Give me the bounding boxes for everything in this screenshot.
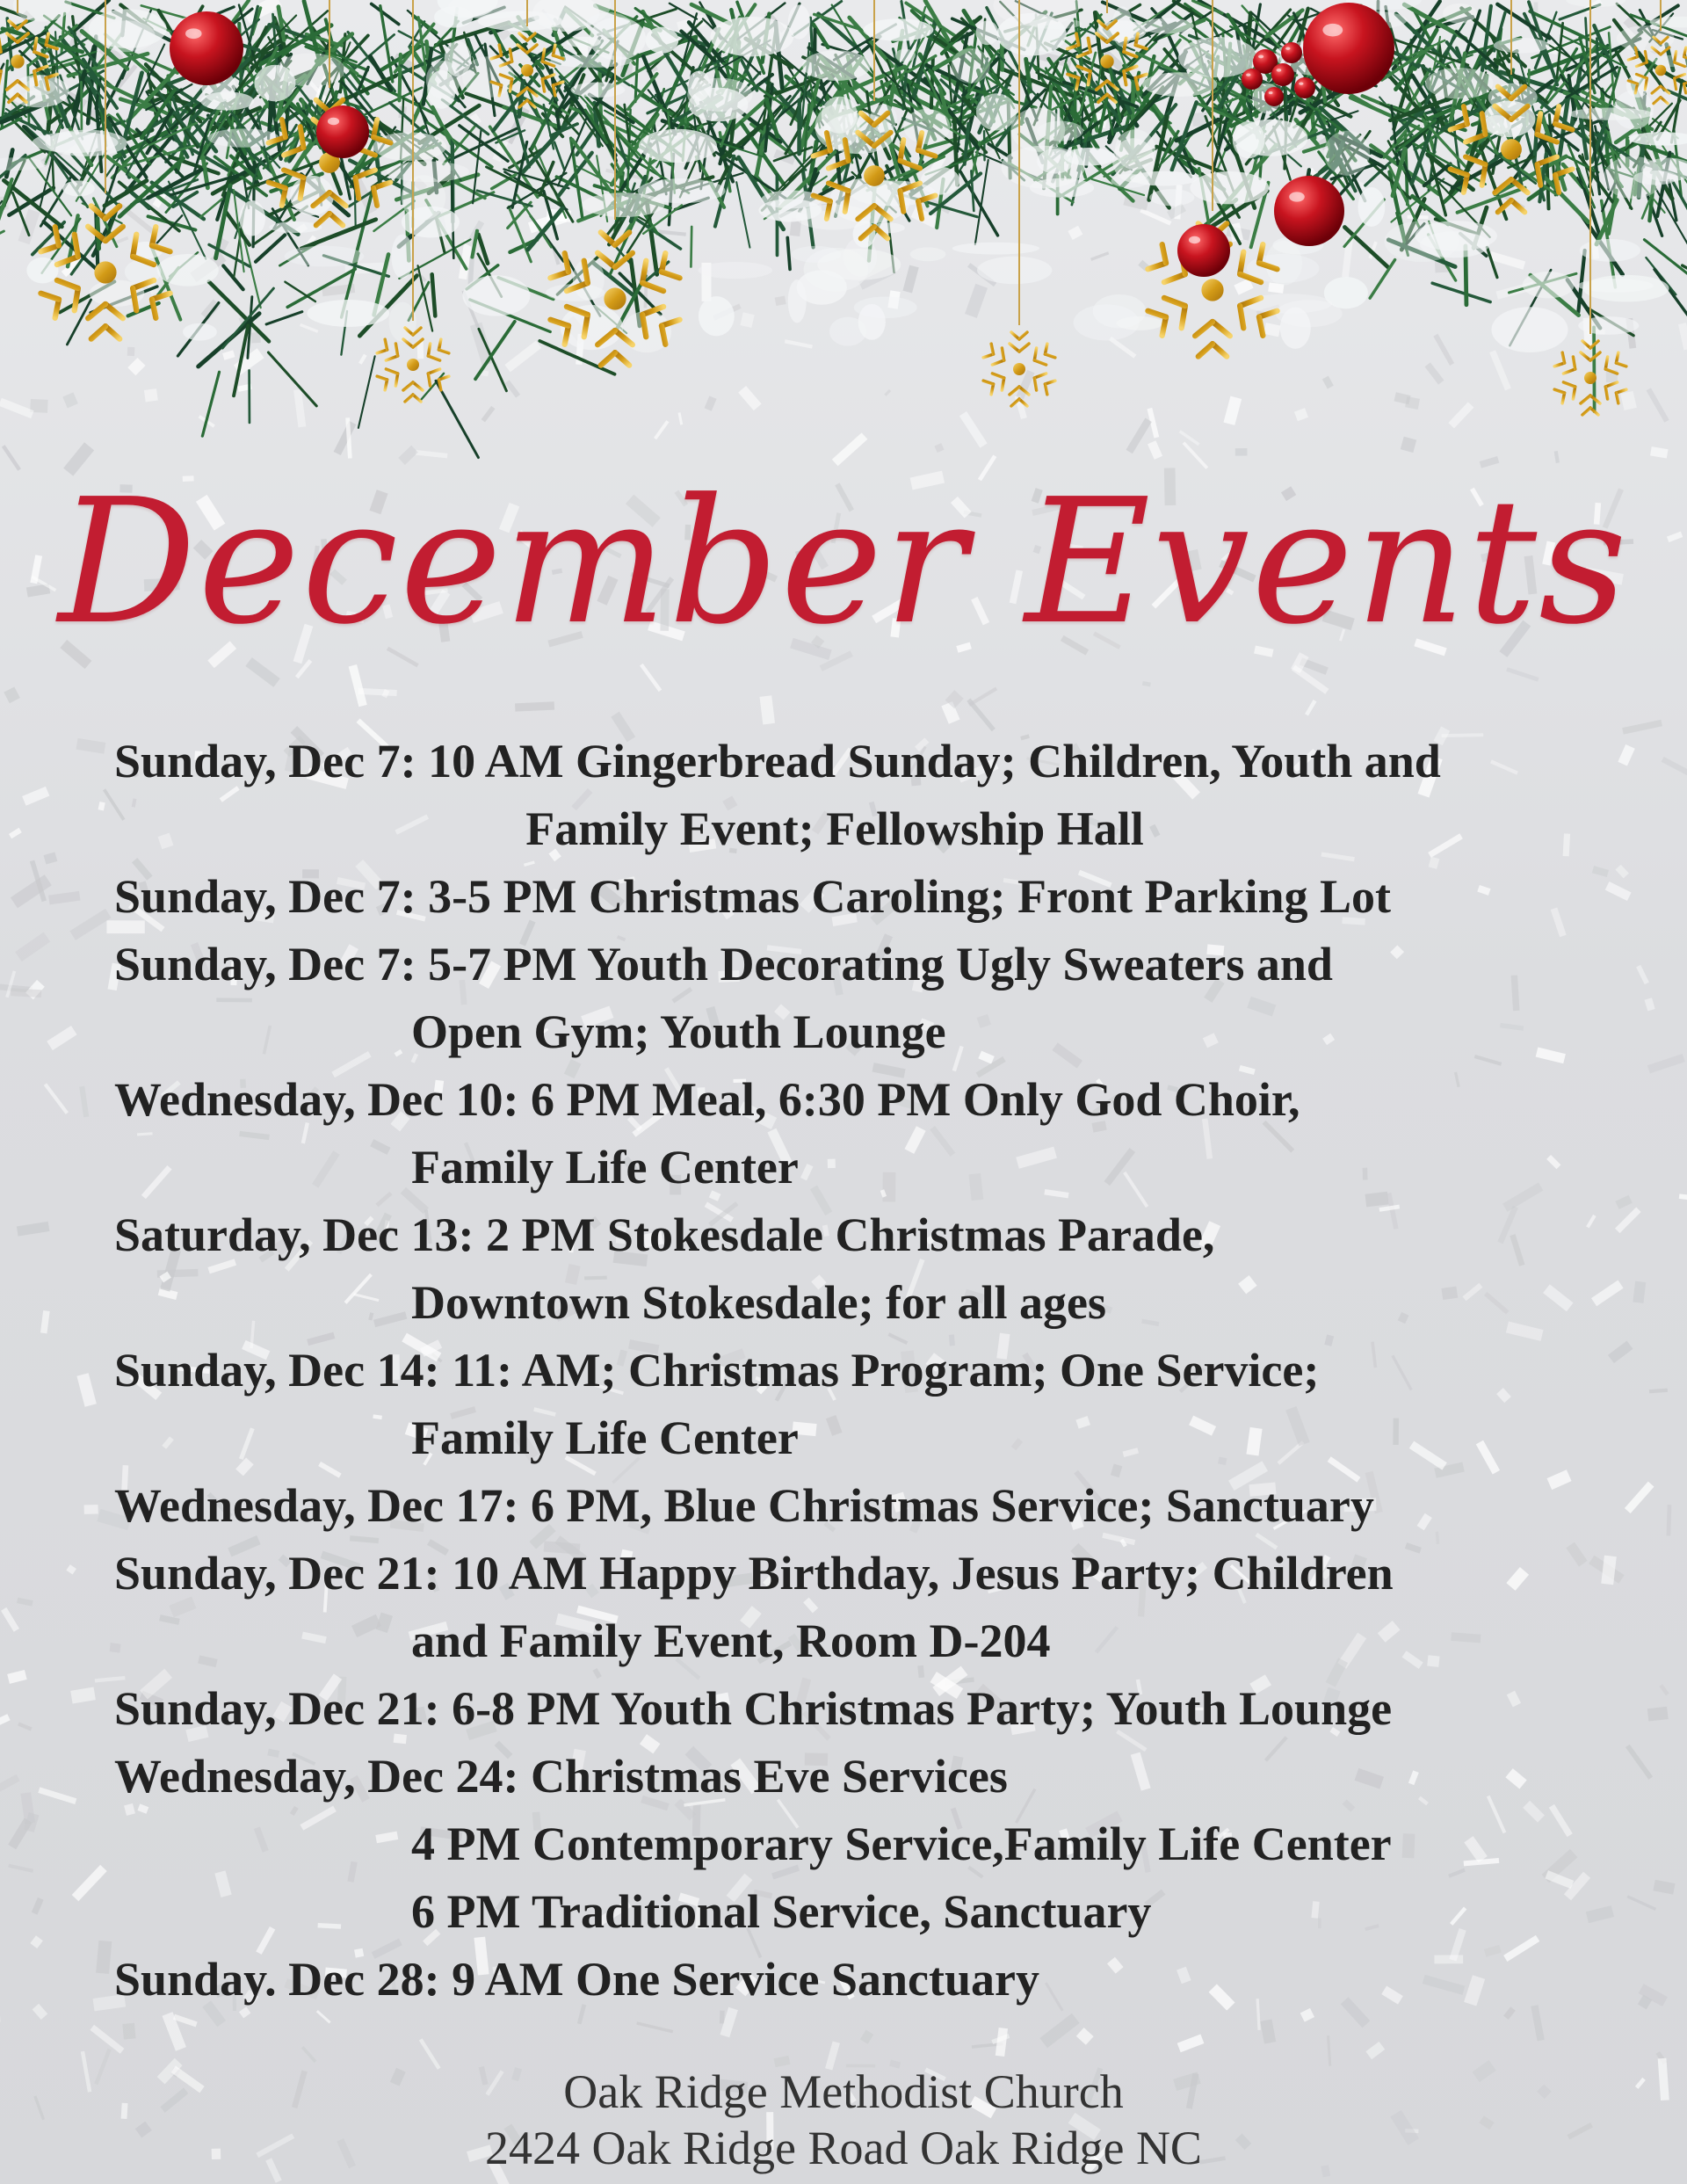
event-line: Sunday, Dec 21: 6-8 PM Youth Christmas Party; Youth Lounge	[114, 1682, 1393, 1735]
event-line: Sunday, Dec 7: 5-7 PM Youth Decorating Ugly Sweaters and	[114, 938, 1333, 990]
event-line: Sunday. Dec 28: 9 AM One Service Sanctuary	[114, 1953, 1039, 2006]
event-list	[114, 728, 1608, 2013]
event-line: Open Gym; Youth Lounge	[411, 1005, 946, 1058]
church-address: 2424 Oak Ridge Road Oak Ridge NC	[485, 2122, 1202, 2174]
footer	[0, 2064, 1687, 2176]
event-line: Sunday, Dec 21: 10 AM Happy Birthday, Jesus Party; Children	[114, 1547, 1394, 1600]
event-line: Saturday, Dec 13: 2 PM Stokesdale Christmas Parade,	[114, 1208, 1215, 1261]
event-line: Family Life Center	[411, 1141, 799, 1194]
event-line: 4 PM Contemporary Service,Family Life Center	[411, 1818, 1392, 1870]
event-line: Wednesday, Dec 24: Christmas Eve Services	[114, 1750, 1008, 1803]
pine-garland-icon	[0, 0, 1687, 492]
event-line: Sunday, Dec 7: 10 AM Gingerbread Sunday; Children, Youth and	[114, 735, 1441, 787]
event-line: 6 PM Traditional Service, Sanctuary	[411, 1885, 1152, 1938]
event-line: Family Event; Fellowship Hall	[525, 802, 1144, 855]
page-title: December Events	[58, 462, 1629, 663]
event-line: Downtown Stokesdale; for all ages	[411, 1276, 1107, 1329]
event-line: and Family Event, Room D-204	[411, 1614, 1051, 1667]
event-line: Wednesday, Dec 17: 6 PM, Blue Christmas Service; Sanctuary	[114, 1479, 1374, 1532]
church-name: Oak Ridge Methodist Church	[563, 2065, 1124, 2118]
event-line: Sunday, Dec 7: 3-5 PM Christmas Caroling; Front Parking Lot	[114, 870, 1392, 923]
event-line: Sunday, Dec 14: 11: AM; Christmas Program; One Service;	[114, 1344, 1320, 1397]
event-line: Wednesday, Dec 10: 6 PM Meal, 6:30 PM Only God Choir,	[114, 1073, 1300, 1126]
event-line: Family Life Center	[411, 1411, 799, 1464]
